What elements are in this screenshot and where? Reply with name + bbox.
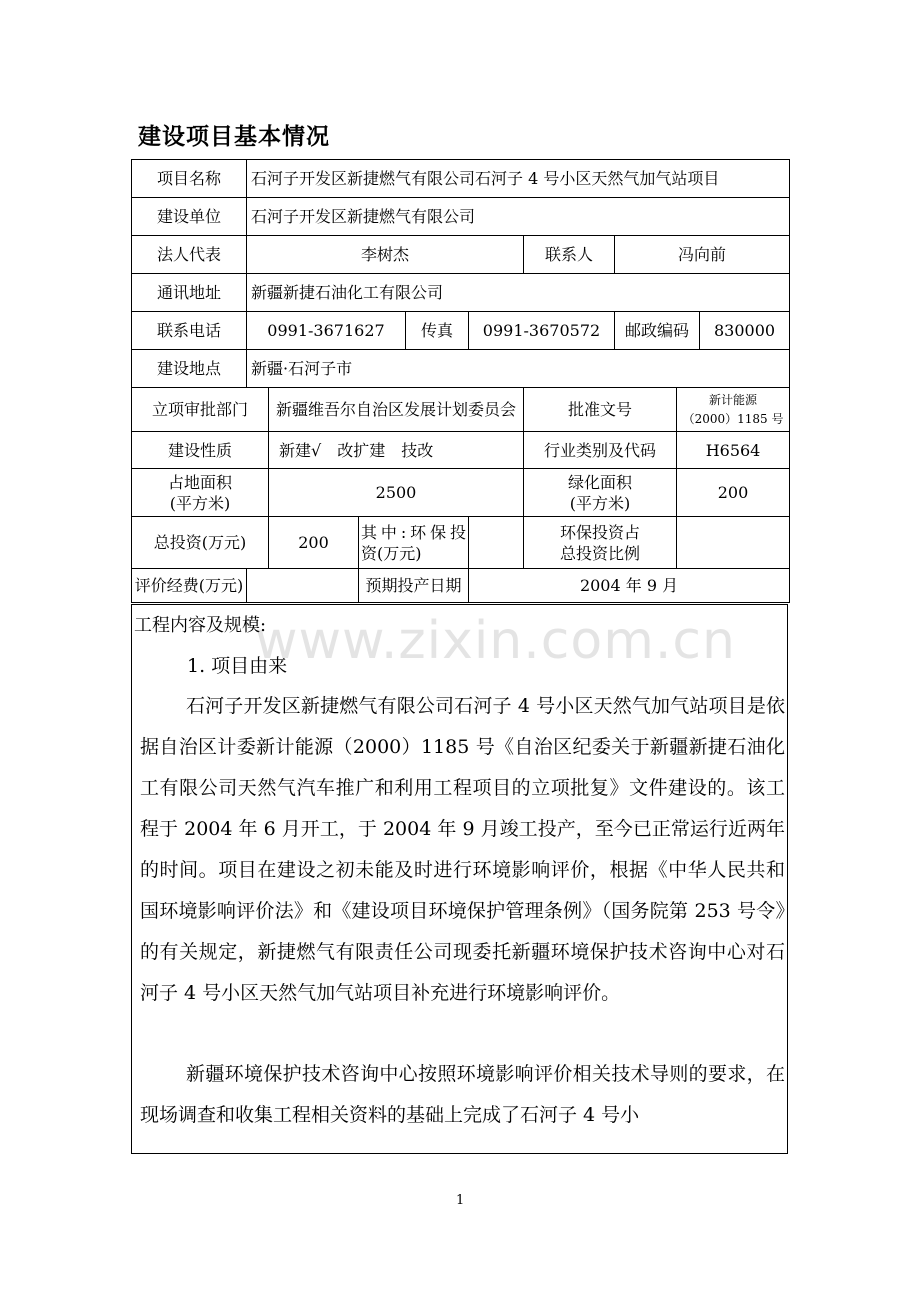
area-label [132,469,269,517]
table-row [132,517,790,569]
contact-value: 冯向前 [615,236,790,274]
area-label-line-1: 占地面积 [167,472,232,492]
subsection-heading: 1. 项目由来 [187,655,288,677]
env-invest-value [469,517,524,569]
approval-dept-label: 立项审批部门 [132,388,269,432]
phone-value: 0991-3671627 [247,312,406,350]
section-title: 工程内容及规模: [134,615,267,636]
table-row [132,569,790,603]
project-name-value: 石河子开发区新捷燃气有限公司石河子 4 号小区天然气加气站项目 [247,160,790,198]
location-value: 新疆·石河子市 [247,350,790,388]
unit-label: 建设单位 [132,198,247,236]
table-row [132,350,790,388]
paragraph: 新疆环境保护技术咨询中心按照环境影响评价相关技术导则的要求，在现场调查和收集工程相关资料的基础上完成了石河子 4 号小 [140,1063,785,1126]
green-label-line-1: 绿化面积 [567,472,632,492]
address-label: 通讯地址 [132,274,247,312]
table-row [132,274,790,312]
approval-no-label: 批准文号 [524,388,677,432]
project-name-label: 项目名称 [132,160,247,198]
table-row [132,198,790,236]
paragraph: 石河子开发区新捷燃气有限公司石河子 4 号小区天然气加气站项目是依据自治区计委新计能源（2000）1185 号《自治区纪委关于新疆新捷石油化工有限公司天然气汽车推广和利用工程项目的立项批复》文件建设的。该工程于 2004 年 6 月开工，于 2004 年 9 月竣工投产，至今已正常运行近两年的时间。项目在建设之初未能及时进行环境影响评价，根据《中华人民共和国环境影响评价法》和《建设项目环境保护管理条例》（国务院第 253 号令》的有关规定，新捷燃气有限责任公司现委托新疆环境保护技术咨询中心对石河子 4 号小区天然气加气站项目补充进行环境影响评价。 [140,695,785,1004]
green-label-line-2: (平方米) [569,493,631,513]
approval-no-line-2: （2000）1185 号 [682,411,784,426]
address-value: 新疆新捷石油化工有限公司 [247,274,790,312]
page-title: 建设项目基本情况 [138,124,330,150]
total-invest-value: 200 [269,517,359,569]
prod-date-label: 预期投产日期 [359,569,469,603]
nature-value: 新建√ 改扩建 技改 [269,432,524,469]
prod-date-value: 2004 年 9 月 [469,569,790,603]
env-invest-label-line-2: 资(万元) [361,543,422,563]
unit-value: 石河子开发区新捷燃气有限公司 [247,198,790,236]
approval-no-value [677,388,790,432]
page-number: 1 [456,1193,465,1208]
postal-label: 邮政编码 [615,312,700,350]
green-value: 200 [677,469,790,517]
table-row [132,312,790,350]
postal-value: 830000 [700,312,790,350]
phone-label: 联系电话 [132,312,247,350]
table-row [132,432,790,469]
table-row [132,160,790,198]
fax-value: 0991-3670572 [469,312,615,350]
eval-fee-label: 评价经费(万元) [132,569,247,603]
fax-label: 传真 [406,312,469,350]
area-value: 2500 [269,469,524,517]
env-invest-label-line-1: 其中:环保投 [361,522,466,542]
nature-label: 建设性质 [132,432,269,469]
eval-fee-value [247,569,359,603]
env-ratio-label [524,517,677,569]
legal-rep-label: 法人代表 [132,236,247,274]
project-content-box [131,604,788,1154]
approval-dept-value: 新疆维吾尔自治区发展计划委员会 [269,388,524,432]
table-row [132,236,790,274]
location-label: 建设地点 [132,350,247,388]
total-invest-label: 总投资(万元) [132,517,269,569]
table-row [132,388,790,432]
approval-no-line-1: 新计能源 [709,392,758,407]
table-row [132,469,790,517]
env-ratio-label-line-2: 总投资比例 [559,543,640,563]
green-label [524,469,677,517]
industry-value: H6564 [677,432,790,469]
contact-label: 联系人 [524,236,615,274]
legal-rep-value: 李树杰 [247,236,524,274]
watermark: www.zixin.com.cn [255,611,736,671]
env-invest-label [359,517,469,569]
env-ratio-label-line-1: 环保投资占 [559,522,640,542]
industry-label: 行业类别及代码 [524,432,677,469]
project-info-table [131,159,790,603]
env-ratio-value [677,517,790,569]
area-label-line-2: (平方米) [169,493,231,513]
